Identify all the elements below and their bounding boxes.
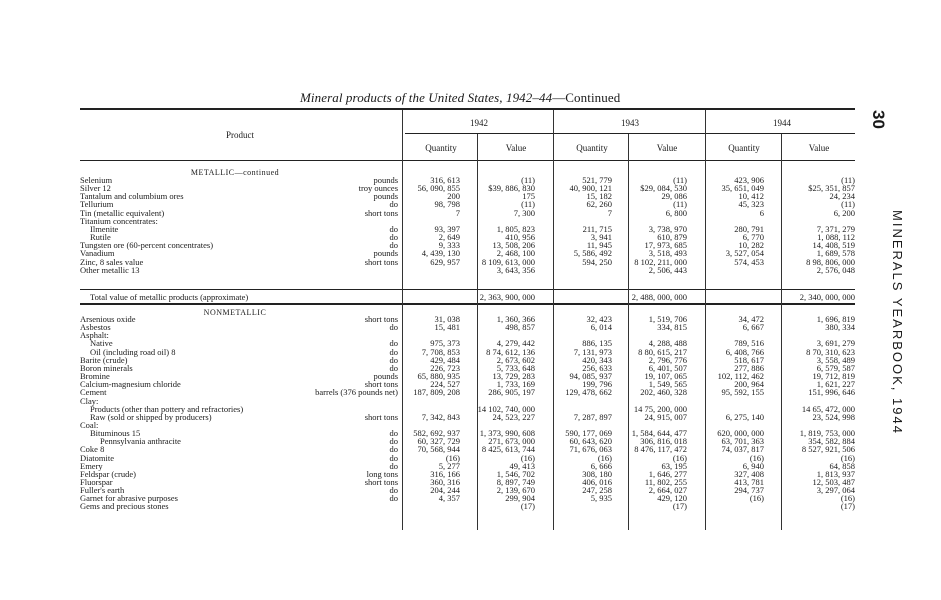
- unit-label: do: [389, 338, 398, 349]
- quantity-cell: 574, 453: [734, 256, 764, 267]
- value-cell: 2, 576, 048: [816, 264, 855, 275]
- table-row: [80, 454, 855, 462]
- product-label: Tungsten ore (60-percent concentrates): [80, 240, 214, 251]
- value-cell: 1, 584, 644, 477: [631, 428, 687, 439]
- quantity-cell: (16): [749, 493, 764, 504]
- quantity-cell: 3, 941: [590, 232, 612, 243]
- table-row: [80, 413, 855, 421]
- unit-label: long tons: [366, 468, 398, 479]
- unit-label: do: [389, 436, 398, 447]
- value-cell: 14 65, 472, 000: [801, 403, 855, 414]
- quantity-cell: 6, 275, 140: [725, 411, 764, 422]
- unit-label: short tons: [364, 256, 398, 267]
- value-cell: 3, 297, 064: [816, 485, 855, 496]
- value-cell: 6, 579, 587: [816, 362, 855, 373]
- quantity-cell: 327, 408: [734, 468, 764, 479]
- value-cell: 1, 546, 702: [496, 468, 535, 479]
- quantity-cell: 308, 180: [582, 468, 612, 479]
- quantity-cell: 582, 692, 937: [413, 428, 460, 439]
- value-cell: 23, 524, 998: [812, 411, 855, 422]
- quantity-cell: 45, 323: [738, 199, 764, 210]
- value-cell: 8 476, 117, 472: [634, 444, 687, 455]
- page-number: 30: [869, 110, 888, 129]
- value-cell: 2, 664, 027: [648, 485, 687, 496]
- unit-label: do: [389, 444, 398, 455]
- quantity-cell: 360, 316: [430, 477, 460, 487]
- year-header-1942: 1942: [470, 118, 488, 128]
- table-row: [80, 502, 855, 510]
- unit-label: do: [389, 460, 398, 471]
- value-cell: (17): [520, 501, 535, 512]
- product-label: Tantalum and columbium ores: [80, 191, 184, 202]
- quantity-cell: 423, 906: [734, 175, 764, 185]
- product-label: Gems and precious stones: [80, 501, 169, 512]
- quantity-cell: 280, 791: [734, 223, 764, 234]
- value-cell: 2, 139, 670: [496, 485, 535, 496]
- value-cell: 2, 340, 000, 000: [799, 292, 855, 302]
- unit-label: pounds: [373, 191, 398, 202]
- product-label: Fluorspar: [80, 477, 113, 487]
- value-cell: 4, 279, 442: [496, 338, 535, 349]
- quantity-cell: 413, 781: [734, 477, 764, 487]
- value-cell: (16): [520, 452, 535, 463]
- quantity-cell: 9, 333: [438, 240, 460, 251]
- table-title: [300, 90, 620, 106]
- value-cell: 1, 696, 819: [816, 314, 855, 324]
- quantity-cell: 71, 676, 063: [569, 444, 612, 455]
- quantity-cell: 35, 651, 049: [721, 183, 764, 194]
- value-header: Value: [505, 143, 527, 153]
- unit-label: short tons: [364, 207, 398, 218]
- value-cell: 3, 558, 489: [816, 354, 855, 365]
- product-label: Native: [90, 338, 113, 349]
- quantity-cell: 789, 516: [734, 338, 764, 349]
- quantity-cell: 5, 935: [590, 493, 612, 504]
- value-cell: 498, 857: [505, 322, 535, 333]
- quantity-cell: 594, 250: [582, 256, 612, 267]
- value-cell: (16): [672, 452, 687, 463]
- value-cell: 1, 519, 706: [648, 314, 687, 324]
- value-cell: 17, 973, 685: [644, 240, 687, 251]
- quantity-cell: 10, 412: [738, 191, 764, 202]
- quantity-cell: 32, 423: [586, 314, 612, 324]
- quantity-cell: 211, 715: [582, 223, 612, 234]
- total-top-rule: [80, 289, 855, 290]
- product-header: Product: [226, 130, 254, 140]
- top-rule: [80, 108, 855, 110]
- product-label: Ilmenite: [90, 223, 119, 234]
- value-cell: 354, 582, 884: [808, 436, 855, 447]
- table-row: [80, 494, 855, 502]
- value-cell: (16): [840, 452, 855, 463]
- product-label: Products (other than pottery and refractories): [90, 403, 244, 414]
- unit-label: do: [389, 452, 398, 463]
- product-label: Arsenious oxide: [80, 314, 136, 324]
- value-cell: (17): [840, 501, 855, 512]
- value-cell: (11): [673, 175, 687, 185]
- quantity-cell: 10, 282: [738, 240, 764, 251]
- product-label: Feldspar (crude): [80, 468, 136, 479]
- value-cell: 8 70, 310, 623: [806, 346, 855, 357]
- value-cell: 202, 460, 328: [640, 387, 687, 398]
- value-cell: 19, 712, 819: [812, 371, 855, 382]
- value-cell: (11): [521, 199, 535, 210]
- value-cell: 11, 802, 255: [644, 477, 687, 487]
- quantity-cell: 62, 260: [586, 199, 612, 210]
- quantity-cell: 277, 886: [734, 362, 764, 373]
- product-label: Tin (metallic equivalent): [80, 207, 165, 218]
- product-label: Tellurium: [80, 199, 114, 210]
- value-cell: 3, 691, 279: [816, 338, 855, 349]
- value-cell: 12, 503, 487: [812, 477, 855, 487]
- product-label: Boron minerals: [80, 362, 133, 373]
- quantity-cell: 6, 666: [590, 460, 612, 471]
- value-header: Value: [808, 143, 830, 153]
- unit-label: do: [389, 493, 398, 504]
- quantity-cell: 886, 135: [582, 338, 612, 349]
- quantity-cell: 15, 182: [586, 191, 612, 202]
- quantity-cell: 6, 408, 766: [725, 346, 764, 357]
- unit-label: short tons: [364, 379, 398, 390]
- value-cell: 19, 107, 065: [644, 371, 687, 382]
- product-label: Bromine: [80, 371, 110, 382]
- value-cell: 2, 363, 900, 000: [479, 292, 535, 302]
- product-label: Silver 12: [80, 183, 111, 194]
- quantity-cell: 11, 945: [586, 240, 612, 251]
- value-cell: 2, 673, 602: [496, 354, 535, 365]
- product-label: Vanadium: [80, 248, 115, 259]
- quantity-cell: 224, 527: [430, 379, 460, 390]
- product-label: Coke 8: [80, 444, 105, 455]
- quantity-cell: 7: [607, 207, 612, 218]
- value-cell: 410, 956: [505, 232, 535, 243]
- value-cell: 24, 523, 227: [492, 411, 535, 422]
- value-cell: 14 75, 200, 000: [633, 403, 687, 414]
- value-cell: 1, 805, 823: [496, 223, 535, 234]
- quantity-cell: 187, 809, 208: [413, 387, 460, 398]
- value-cell: 6, 200: [833, 207, 855, 218]
- value-cell: 334, 815: [657, 322, 687, 333]
- value-cell: 1, 088, 112: [817, 232, 855, 243]
- table-row: [80, 388, 855, 396]
- year-header-1944: 1944: [773, 118, 791, 128]
- quantity-cell: 102, 112, 462: [717, 371, 764, 382]
- table-total-row: [80, 293, 855, 301]
- unit-label: do: [389, 223, 398, 234]
- product-label: Bituminous 15: [90, 428, 141, 439]
- value-cell: 6, 401, 507: [648, 362, 687, 373]
- unit-label: do: [389, 346, 398, 357]
- value-cell: 3, 643, 356: [496, 264, 535, 275]
- value-cell: 3, 518, 493: [648, 248, 687, 259]
- value-cell: 380, 334: [825, 322, 855, 333]
- value-cell: 6, 800: [665, 207, 687, 218]
- quantity-cell: 15, 481: [434, 322, 460, 333]
- product-label: Zinc, 8 sales value: [80, 256, 144, 267]
- quantity-cell: 65, 880, 935: [417, 371, 460, 382]
- unit-label: pounds: [373, 175, 398, 185]
- quantity-cell: 294, 737: [734, 485, 764, 496]
- year-header-1943: 1943: [621, 118, 639, 128]
- value-cell: 13, 508, 206: [492, 240, 535, 251]
- table-row: [80, 486, 855, 494]
- value-cell: 1, 813, 937: [816, 468, 855, 479]
- value-cell: 1, 621, 227: [816, 379, 855, 390]
- product-label: Asphalt:: [80, 330, 109, 341]
- value-cell: (11): [673, 199, 687, 210]
- product-label: Calcium-magnesium chloride: [80, 379, 181, 390]
- product-label: Raw (sold or shipped by producers): [90, 411, 212, 422]
- quantity-cell: 93, 397: [434, 223, 460, 234]
- product-label: Pennsylvania anthracite: [100, 436, 181, 447]
- quantity-cell: 629, 957: [430, 256, 460, 267]
- quantity-cell: 975, 373: [430, 338, 460, 349]
- value-cell: 429, 120: [657, 493, 687, 504]
- value-cell: 8 425, 613, 744: [481, 444, 535, 455]
- product-label: Coal:: [80, 419, 99, 430]
- value-cell: 5, 733, 648: [496, 362, 535, 373]
- quantity-cell: 247, 258: [582, 485, 612, 496]
- quantity-cell: 4, 357: [438, 493, 460, 504]
- quantity-cell: 56, 090, 855: [417, 183, 460, 194]
- value-cell: 1, 733, 169: [496, 379, 535, 390]
- value-cell: 1, 360, 366: [496, 314, 535, 324]
- quantity-cell: 60, 327, 729: [417, 436, 460, 447]
- quantity-header: Quantity: [425, 143, 457, 153]
- value-cell: 3, 738, 970: [648, 223, 687, 234]
- value-cell: 8, 897, 749: [496, 477, 535, 487]
- quantity-cell: 590, 177, 069: [565, 428, 612, 439]
- unit-label: do: [389, 199, 398, 210]
- table-row: [80, 209, 855, 217]
- quantity-cell: 31, 038: [434, 314, 460, 324]
- quantity-cell: 2, 649: [438, 232, 460, 243]
- unit-label: do: [389, 354, 398, 365]
- table-row: [80, 266, 855, 274]
- quantity-cell: 6, 667: [742, 322, 764, 333]
- value-cell: (11): [841, 175, 855, 185]
- header-bottom-rule: [80, 160, 855, 161]
- product-label: Barite (crude): [80, 354, 128, 365]
- unit-label: short tons: [364, 411, 398, 422]
- value-cell: 1, 689, 578: [816, 248, 855, 259]
- product-label: Garnet for abrasive purposes: [80, 493, 178, 504]
- quantity-cell: (16): [749, 452, 764, 463]
- quantity-cell: 620, 000, 000: [717, 428, 764, 439]
- product-label: Cement: [80, 387, 107, 398]
- table-row: [80, 225, 855, 233]
- quantity-cell: 6: [759, 207, 764, 218]
- product-label: Selenium: [80, 175, 113, 185]
- value-cell: 8 527, 921, 506: [801, 444, 855, 455]
- value-cell: 1, 373, 990, 608: [479, 428, 535, 439]
- value-cell: 610, 879: [657, 232, 687, 243]
- quantity-cell: 7, 342, 843: [421, 411, 460, 422]
- unit-label: do: [389, 322, 398, 333]
- unit-label: barrels (376 pounds net): [315, 387, 398, 398]
- quantity-header: Quantity: [728, 143, 760, 153]
- product-label: Total value of metallic products (approximate): [90, 292, 249, 302]
- unit-label: pounds: [373, 371, 398, 382]
- value-cell: $29, 084, 530: [640, 183, 687, 194]
- value-cell: 8 98, 806, 000: [806, 256, 855, 267]
- product-label: Clay:: [80, 395, 99, 406]
- value-cell: 2, 506, 443: [648, 264, 687, 275]
- quantity-cell: 40, 900, 121: [569, 183, 612, 194]
- quantity-cell: 226, 723: [430, 362, 460, 373]
- value-cell: 24, 234: [829, 191, 855, 202]
- quantity-cell: 34, 472: [738, 314, 764, 324]
- product-label: Other metallic 13: [80, 264, 140, 275]
- value-cell: (17): [672, 501, 687, 512]
- product-label: Titanium concentrates:: [80, 215, 158, 226]
- value-cell: 151, 996, 646: [808, 387, 855, 398]
- value-cell: 14 102, 740, 000: [477, 403, 535, 414]
- product-label: Asbestos: [80, 322, 111, 333]
- value-cell: (11): [521, 175, 535, 185]
- value-cell: 2, 468, 100: [496, 248, 535, 259]
- value-cell: 49, 413: [509, 460, 535, 471]
- title-text: Mineral products of the United States, 1942–44: [300, 90, 553, 105]
- unit-label: pounds: [373, 248, 398, 259]
- value-cell: 4, 288, 488: [648, 338, 687, 349]
- value-cell: 13, 729, 283: [492, 371, 535, 382]
- quantity-cell: 7: [455, 207, 460, 218]
- unit-label: do: [389, 240, 398, 251]
- value-cell: 64, 858: [829, 460, 855, 471]
- value-cell: $39, 886, 830: [488, 183, 535, 194]
- table-row: [80, 445, 855, 453]
- value-header: Value: [656, 143, 678, 153]
- value-cell: 7, 371, 279: [816, 223, 855, 234]
- value-cell: 1, 646, 277: [648, 468, 687, 479]
- quantity-cell: 95, 592, 155: [721, 387, 764, 398]
- unit-label: do: [389, 485, 398, 496]
- quantity-cell: 518, 617: [734, 354, 764, 365]
- quantity-cell: 94, 085, 937: [569, 371, 612, 382]
- quantity-cell: (16): [597, 452, 612, 463]
- quantity-cell: 199, 796: [582, 379, 612, 390]
- value-cell: 175: [522, 191, 535, 202]
- value-cell: 14, 408, 519: [812, 240, 855, 251]
- table-row: [80, 200, 855, 208]
- quantity-cell: 74, 037, 817: [721, 444, 764, 455]
- value-cell: 306, 816, 018: [640, 436, 687, 447]
- quantity-cell: (16): [445, 452, 460, 463]
- quantity-cell: 429, 484: [430, 354, 460, 365]
- table-row: [80, 258, 855, 266]
- quantity-cell: 129, 478, 662: [565, 387, 612, 398]
- quantity-cell: 6, 770: [742, 232, 764, 243]
- quantity-cell: 406, 016: [582, 477, 612, 487]
- value-cell: (16): [840, 493, 855, 504]
- quantity-cell: 6, 940: [742, 460, 764, 471]
- unit-label: do: [389, 232, 398, 243]
- quantity-cell: 4, 439, 130: [421, 248, 460, 259]
- title-suffix: —Continued: [552, 90, 621, 105]
- section-heading-metallic: METALLIC—continued: [190, 168, 280, 177]
- quantity-cell: 204, 244: [430, 485, 460, 496]
- value-cell: 8 74, 612, 136: [486, 346, 535, 357]
- value-cell: 7, 300: [513, 207, 535, 218]
- value-cell: 271, 673, 000: [488, 436, 535, 447]
- value-cell: 286, 905, 197: [488, 387, 535, 398]
- product-label: Rutile: [90, 232, 111, 243]
- unit-label: short tons: [364, 314, 398, 324]
- section-heading-nonmetallic: NONMETALLIC: [203, 308, 267, 317]
- quantity-cell: 200: [447, 191, 460, 202]
- unit-label: do: [389, 362, 398, 373]
- value-cell: 29, 086: [661, 191, 687, 202]
- quantity-cell: 5, 586, 492: [573, 248, 612, 259]
- quantity-cell: 63, 701, 363: [721, 436, 764, 447]
- value-cell: 63, 195: [661, 460, 687, 471]
- unit-label: troy ounces: [358, 183, 398, 194]
- value-cell: 2, 796, 776: [648, 354, 687, 365]
- product-label: Oil (including road oil) 8: [90, 346, 176, 357]
- product-label: Emery: [80, 460, 103, 471]
- quantity-cell: 316, 166: [430, 468, 460, 479]
- quantity-cell: 7, 708, 853: [421, 346, 460, 357]
- quantity-cell: 521, 779: [582, 175, 612, 185]
- total-bottom-rule: [80, 303, 855, 305]
- value-cell: 8 80, 615, 217: [638, 346, 687, 357]
- quantity-cell: 3, 527, 054: [725, 248, 764, 259]
- unit-label: do: [389, 428, 398, 439]
- quantity-cell: 7, 287, 897: [573, 411, 612, 422]
- quantity-cell: 316, 613: [430, 175, 460, 185]
- quantity-cell: 98, 798: [434, 199, 460, 210]
- year-rule: [405, 133, 855, 134]
- value-cell: 24, 915, 007: [644, 411, 687, 422]
- quantity-cell: 70, 568, 944: [417, 444, 460, 455]
- quantity-cell: 7, 131, 973: [573, 346, 612, 357]
- quantity-cell: 420, 343: [582, 354, 612, 365]
- product-label: Fuller's earth: [80, 485, 125, 496]
- value-cell: (11): [841, 199, 855, 210]
- table-row: [80, 323, 855, 331]
- product-label: Diatomite: [80, 452, 114, 463]
- quantity-cell: 60, 643, 620: [569, 436, 612, 447]
- quantity-cell: 5, 277: [438, 460, 460, 471]
- quantity-cell: 200, 964: [734, 379, 764, 390]
- value-cell: 2, 488, 000, 000: [631, 292, 687, 302]
- quantity-header: Quantity: [576, 143, 608, 153]
- running-head: MINERALS YEARBOOK, 1944: [890, 210, 905, 435]
- quantity-cell: 256, 633: [582, 362, 612, 373]
- unit-label: short tons: [364, 477, 398, 487]
- table-row: [80, 315, 855, 323]
- value-cell: $25, 351, 857: [808, 183, 855, 194]
- value-cell: 299, 904: [505, 493, 535, 504]
- value-cell: 1, 819, 753, 000: [799, 428, 855, 439]
- quantity-cell: 6, 014: [590, 322, 612, 333]
- value-cell: 8 102, 211, 000: [634, 256, 687, 267]
- value-cell: 8 109, 613, 000: [481, 256, 535, 267]
- value-cell: 1, 549, 565: [648, 379, 687, 390]
